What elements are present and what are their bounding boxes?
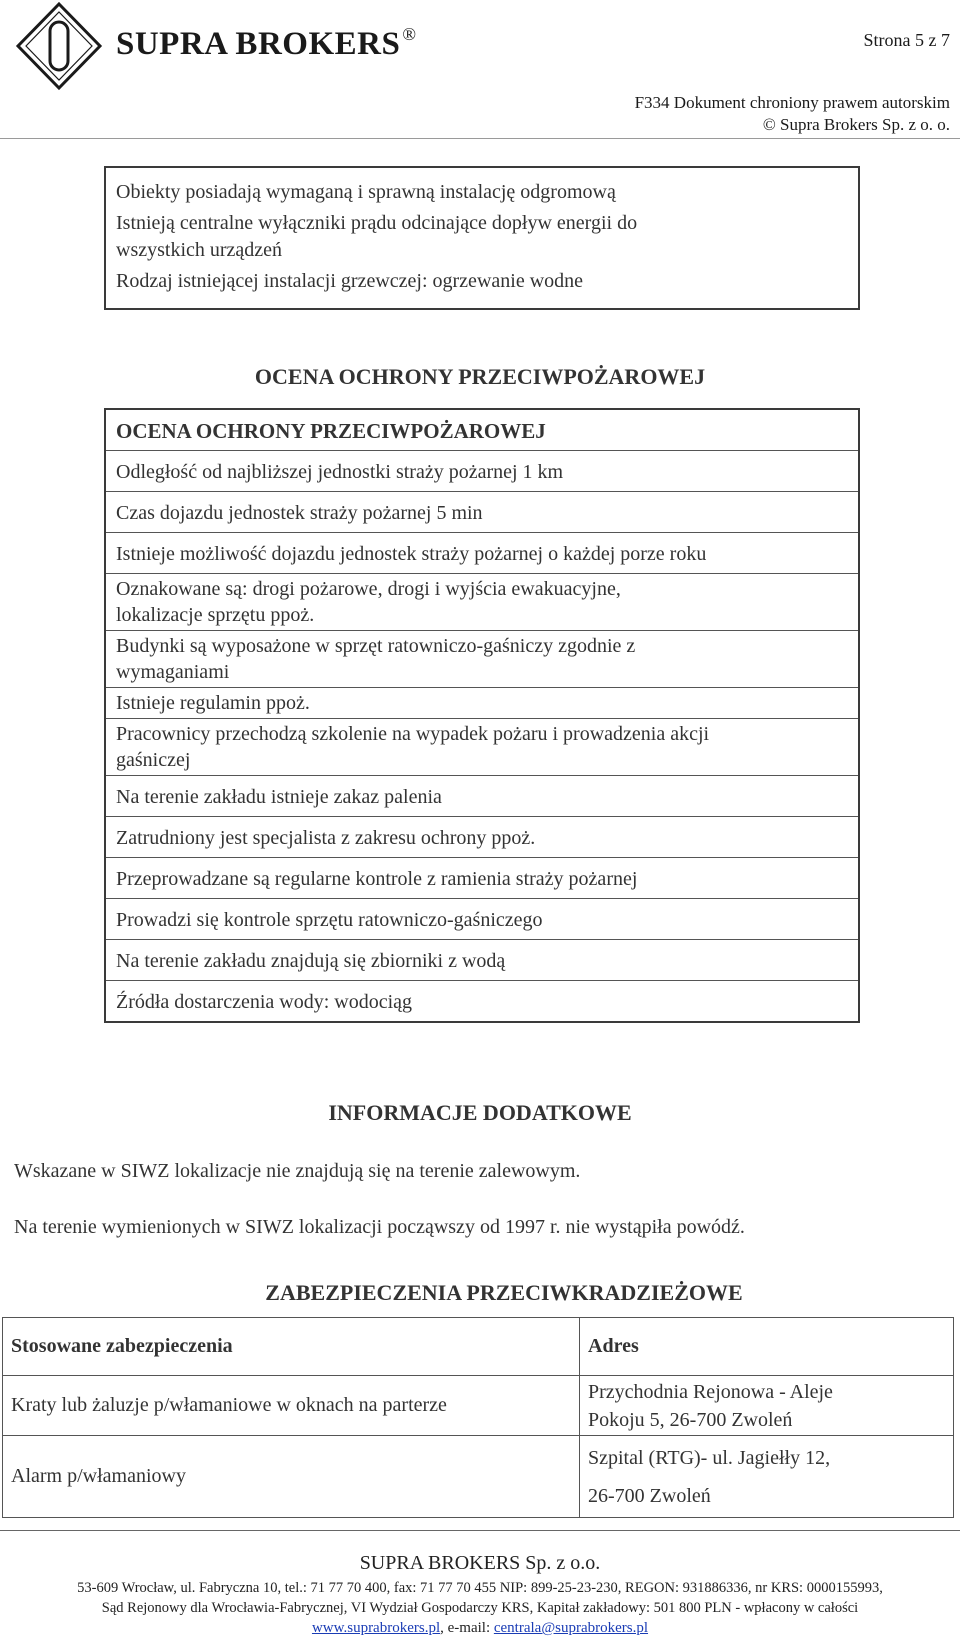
fire-protection-table	[104, 408, 860, 1023]
brand-name: SUPRA BROKERS ®	[116, 24, 417, 62]
table-row: Na terenie zakładu znajdują się zbiorniki z wodą	[106, 940, 858, 981]
footer-contact	[0, 1620, 960, 1637]
website-link[interactable]: www.suprabrokers.pl	[311, 1620, 441, 1636]
document-copyright	[635, 92, 950, 136]
footer-divider	[0, 1530, 960, 1531]
column-header: Adres	[580, 1318, 954, 1376]
table-row	[106, 719, 858, 776]
footer-registry: Sąd Rejonowy dla Wrocławia-Fabrycznej, VI Wydział Gospodarczy KRS, Kapitał zakładowy: 501 800 PLN - wpłacony w całości	[101, 1600, 859, 1616]
column-header: Stosowane zabezpieczenia	[3, 1318, 580, 1376]
fire-section-title: OCENA OCHRONY PRZECIWPOŻAROWEJ	[254, 364, 706, 389]
fire-table-title: OCENA OCHRONY PRZECIWPOŻAROWEJ	[106, 410, 858, 451]
address-line: Szpital (RTG)- ul. Jagiełły 12,	[588, 1446, 831, 1469]
doc-notice: F334 Dokument chroniony prawem autorskim	[634, 93, 950, 112]
table-row: Istnieje regulamin ppoż.	[106, 688, 858, 719]
address-line: Przychodnia Rejonowa - Aleje	[588, 1380, 833, 1403]
box-row: Obiekty posiadają wymaganą i sprawną instalację odgromową	[116, 181, 616, 203]
info-paragraph-flood-zone: Wskazane w SIWZ lokalizacje nie znajdują się na terenie zalewowym.	[14, 1160, 581, 1182]
row-line: gaśniczej	[116, 749, 191, 771]
page-number: Strona 5 z 7	[863, 30, 950, 50]
table-row: Odległość od najbliższej jednostki straży pożarnej 1 km	[106, 451, 858, 492]
box-row: Rodzaj istniejącej instalacji grzewczej: ogrzewanie wodne	[116, 270, 584, 292]
table-row: Źródła dostarczenia wody: wodociąg	[116, 991, 413, 1013]
table-row: Prowadzi się kontrole sprzętu ratowniczo-gaśniczego	[106, 899, 858, 940]
security-measure-cell: Alarm p/włamaniowy	[3, 1436, 580, 1518]
footer-company: SUPRA BROKERS Sp. z o.o.	[359, 1552, 601, 1574]
row-line: lokalizacje sprzętu ppoż.	[116, 604, 315, 626]
row-line: Oznakowane są: drogi pożarowe, drogi i wyjścia ewakuacyjne,	[116, 578, 621, 600]
row-line: wymaganiami	[116, 661, 230, 683]
doc-owner: © Supra Brokers Sp. z o. o.	[762, 115, 950, 134]
table-row: Czas dojazdu jednostek straży pożarnej 5 min	[106, 492, 858, 533]
info-section-title: INFORMACJE DODATKOWE	[328, 1100, 632, 1125]
table-row: Przeprowadzane są regularne kontrole z ramienia straży pożarnej	[106, 858, 858, 899]
building-installations-box	[104, 166, 860, 310]
supra-brokers-logo	[14, 0, 104, 92]
address-cell	[580, 1436, 954, 1518]
anti-theft-table	[2, 1317, 954, 1518]
email-link[interactable]: centrala@suprabrokers.pl	[493, 1620, 649, 1636]
footer-address: 53-609 Wrocław, ul. Fabryczna 10, tel.: 71 77 70 400, fax: 71 77 70 455 NIP: 899-25-23-230, REGON: 931886336, nr KRS: 0000155993,	[77, 1580, 883, 1596]
email-label: , e-mail:	[440, 1620, 494, 1636]
table-row: Zatrudniony jest specjalista z zakresu ochrony ppoż.	[106, 817, 858, 858]
table-row	[3, 1436, 954, 1518]
table-row	[106, 631, 858, 688]
box-row: Istnieją centralne wyłączniki prądu odcinające dopływ energii do	[116, 212, 638, 234]
address-line: 26-700 Zwoleń	[588, 1484, 711, 1507]
table-row	[106, 574, 858, 631]
box-row: wszystkich urządzeń	[116, 239, 283, 261]
security-measure-cell: Kraty lub żaluzje p/włamaniowe w oknach na parterze	[3, 1376, 580, 1436]
info-paragraph-flood-history: Na terenie wymienionych w SIWZ lokalizacji począwszy od 1997 r. nie wystąpiła powódź.	[14, 1216, 745, 1238]
row-line: Pracownicy przechodzą szkolenie na wypadek pożaru i prowadzenia akcji	[116, 723, 710, 745]
anti-theft-section-title: ZABEZPIECZENIA PRZECIWKRADZIEŻOWE	[265, 1280, 743, 1305]
table-row: Na terenie zakładu istnieje zakaz palenia	[106, 776, 858, 817]
address-line: Pokoju 5, 26-700 Zwoleń	[588, 1408, 793, 1431]
table-row	[3, 1376, 954, 1436]
header-divider	[0, 138, 960, 139]
address-cell	[580, 1376, 954, 1436]
row-line: Budynki są wyposażone w sprzęt ratowniczo-gaśniczy zgodnie z	[116, 635, 636, 657]
table-row: Istnieje możliwość dojazdu jednostek straży pożarnej o każdej porze roku	[106, 533, 858, 574]
table-header-row	[3, 1318, 954, 1376]
